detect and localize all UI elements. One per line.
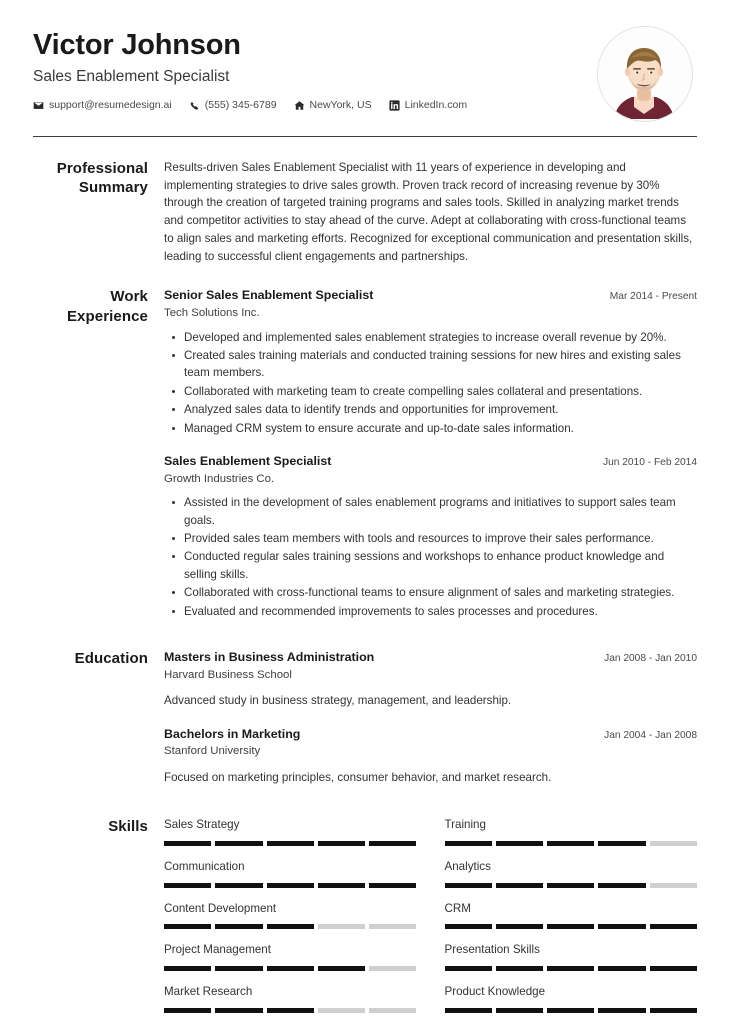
- entry-head: [164, 649, 697, 666]
- entry-title: Masters in Business Administration: [164, 650, 375, 665]
- skill-name: Training: [444, 818, 486, 832]
- skill-level-segment: [598, 966, 645, 971]
- skill-level-segment: [650, 841, 697, 846]
- skill-name: Content Development: [164, 901, 277, 915]
- skill-item: [445, 984, 698, 1026]
- skill-level-bar: [445, 841, 698, 846]
- skill-level-segment: [318, 1008, 365, 1013]
- skill-level-bar: [164, 1008, 417, 1013]
- section-label-experience: Work Experience: [66, 288, 148, 325]
- list-item: Evaluated and recommended improvements to sales processes and procedures.: [184, 603, 697, 620]
- entry-organization: Tech Solutions Inc.: [164, 307, 260, 320]
- entry-date: Jan 2008 - Jan 2010: [604, 653, 697, 665]
- skill-level-segment: [164, 1008, 211, 1013]
- header-text-block: [33, 26, 597, 111]
- entry-title: Bachelors in Marketing: [164, 726, 301, 741]
- entry-bullets: [164, 329, 697, 437]
- skill-level-segment: [369, 883, 416, 888]
- section-professional-summary: [33, 159, 697, 265]
- skill-item: [445, 817, 698, 859]
- header-divider: [33, 136, 697, 137]
- skill-level-bar: [164, 966, 417, 971]
- entry-head: [164, 453, 697, 470]
- skill-item: [164, 859, 417, 901]
- profile-photo: [598, 27, 690, 119]
- contact-email[interactable]: [33, 99, 172, 111]
- education-entry: [164, 649, 697, 710]
- skill-level-bar: [445, 1008, 698, 1013]
- skill-level-segment: [164, 966, 211, 971]
- skill-level-segment: [215, 883, 262, 888]
- skill-level-segment: [650, 966, 697, 971]
- skill-level-segment: [267, 1008, 314, 1013]
- list-item: Conducted regular sales training sessions and workshops to enhance product knowledge and selling skills.: [184, 548, 697, 583]
- contact-phone[interactable]: [189, 99, 277, 111]
- contact-linkedin-text: LinkedIn.com: [404, 99, 468, 112]
- entry-bullets: [164, 494, 697, 620]
- skill-level-segment: [598, 883, 645, 888]
- skill-level-segment: [496, 924, 543, 929]
- contact-email-text: support@resumedesign.ai: [49, 99, 172, 112]
- skill-level-segment: [650, 924, 697, 929]
- skill-name: Market Research: [164, 984, 253, 998]
- skill-level-bar: [445, 966, 698, 971]
- list-item: Analyzed sales data to identify trends and opportunities for improvement.: [184, 401, 697, 418]
- skill-level-segment: [164, 841, 211, 846]
- skill-level-segment: [318, 883, 365, 888]
- list-item: Managed CRM system to ensure accurate and up-to-date sales information.: [184, 420, 697, 437]
- entry-date: Jun 2010 - Feb 2014: [602, 457, 697, 469]
- list-item: Developed and implemented sales enablement strategies to increase overall revenue by 20%.: [184, 329, 697, 346]
- envelope-icon: [33, 100, 44, 111]
- skill-level-segment: [496, 883, 543, 888]
- skills-grid: [164, 817, 697, 1025]
- contact-location-text: NewYork, US: [309, 99, 372, 112]
- contact-row: [33, 99, 597, 111]
- skill-level-segment: [369, 924, 416, 929]
- avatar: [597, 26, 693, 122]
- entry-title: Sales Enablement Specialist: [164, 454, 332, 469]
- entry-date: Jan 2004 - Jan 2008: [604, 729, 697, 741]
- skill-level-segment: [215, 924, 262, 929]
- skill-level-segment: [267, 966, 314, 971]
- skill-level-segment: [445, 883, 492, 888]
- skill-level-segment: [598, 924, 645, 929]
- skill-level-segment: [445, 841, 492, 846]
- experience-entry: [164, 453, 697, 620]
- skill-item: [445, 859, 698, 901]
- skill-level-segment: [496, 966, 543, 971]
- list-item: Created sales training materials and conducted training sessions for new hires and existing sales team members.: [184, 347, 697, 382]
- entry-description: Focused on marketing principles, consumer behavior, and market research.: [164, 770, 552, 784]
- skill-level-segment: [369, 966, 416, 971]
- skill-name: Sales Strategy: [164, 818, 240, 832]
- skill-level-bar: [164, 841, 417, 846]
- summary-text: Results-driven Sales Enablement Specialist with 11 years of experience in developing and implementing strategies to drive sales growth. Proven track record of increasing revenue by 30% through the creation of targeted training programs and sales tools. Skilled in analyzing market trends and competitor activities to stay ahead of the curve. Adept at collaborating with cross-functional teams to align sales and marketing efforts. Recognized for exceptional communication and presentation skills, leading to successful client engagements and partnerships.: [164, 161, 693, 263]
- skill-item: [445, 901, 698, 943]
- skill-level-segment: [215, 841, 262, 846]
- skill-name: CRM: [444, 901, 471, 915]
- skill-level-segment: [318, 924, 365, 929]
- skill-name: Communication: [164, 859, 245, 873]
- skill-level-segment: [445, 966, 492, 971]
- skill-level-segment: [547, 966, 594, 971]
- entry-title: Senior Sales Enablement Specialist: [164, 288, 374, 303]
- education-body: [164, 649, 697, 788]
- skill-name: Project Management: [164, 943, 271, 957]
- phone-icon: [189, 100, 200, 111]
- skill-level-segment: [318, 841, 365, 846]
- contact-location[interactable]: [294, 99, 372, 111]
- section-work-experience: [33, 287, 697, 622]
- skill-level-segment: [547, 841, 594, 846]
- skill-level-segment: [267, 841, 314, 846]
- skill-level-segment: [369, 1008, 416, 1013]
- section-label-education: Education: [74, 650, 148, 668]
- section-label-skills: Skills: [108, 818, 148, 836]
- page-title: Victor Johnson: [33, 29, 241, 61]
- entry-description: Advanced study in business strategy, management, and leadership.: [164, 694, 512, 708]
- contact-phone-text: (555) 345-6789: [204, 99, 277, 112]
- skill-level-segment: [215, 1008, 262, 1013]
- section-education: [33, 649, 697, 788]
- job-title: Sales Enablement Specialist: [33, 67, 230, 85]
- experience-entry: [164, 287, 697, 437]
- resume-header: [33, 26, 697, 122]
- education-entry: [164, 726, 697, 787]
- experience-body: [164, 287, 697, 622]
- section-label-summary: Professional Summary: [56, 160, 148, 197]
- skill-name: Presentation Skills: [444, 943, 540, 957]
- list-item: Provided sales team members with tools and resources to improve their sales performance.: [184, 530, 697, 547]
- entry-head: [164, 287, 697, 304]
- skill-level-segment: [267, 924, 314, 929]
- skill-item: [164, 984, 417, 1026]
- skill-level-segment: [369, 841, 416, 846]
- skill-level-segment: [547, 883, 594, 888]
- list-item: Collaborated with marketing team to create compelling sales collateral and presentations.: [184, 383, 697, 400]
- skill-level-bar: [445, 883, 698, 888]
- skill-level-segment: [496, 841, 543, 846]
- entry-organization: Harvard Business School: [164, 668, 292, 681]
- skill-level-segment: [267, 883, 314, 888]
- skill-level-segment: [164, 924, 211, 929]
- skill-level-bar: [445, 924, 698, 929]
- entry-head: [164, 726, 697, 743]
- skill-level-segment: [547, 1008, 594, 1013]
- list-item: Collaborated with cross-functional teams to ensure alignment of sales and marketing strategies.: [184, 584, 697, 601]
- skill-item: [164, 817, 417, 859]
- summary-body: [164, 159, 697, 265]
- skill-item: [164, 942, 417, 984]
- entry-date: Mar 2014 - Present: [609, 291, 697, 303]
- skill-level-segment: [164, 883, 211, 888]
- skill-name: Analytics: [444, 859, 491, 873]
- entry-organization: Stanford University: [164, 745, 261, 758]
- home-icon: [294, 100, 305, 111]
- list-item: Assisted in the development of sales enablement programs and initiatives to support sales team goals.: [184, 494, 697, 529]
- skill-item: [445, 942, 698, 984]
- skill-level-segment: [650, 1008, 697, 1013]
- skill-level-bar: [164, 924, 417, 929]
- skill-name: Product Knowledge: [444, 984, 546, 998]
- skill-level-segment: [215, 966, 262, 971]
- skill-item: [164, 901, 417, 943]
- skill-level-segment: [650, 883, 697, 888]
- skill-level-segment: [318, 966, 365, 971]
- skill-level-segment: [598, 841, 645, 846]
- skill-level-segment: [598, 1008, 645, 1013]
- skill-level-segment: [445, 924, 492, 929]
- contact-linkedin[interactable]: [389, 99, 467, 111]
- skill-level-segment: [496, 1008, 543, 1013]
- entry-organization: Growth Industries Co.: [164, 472, 275, 485]
- skills-body: [164, 817, 697, 1025]
- linkedin-icon: [389, 100, 400, 111]
- section-skills: [33, 817, 697, 1025]
- skill-level-bar: [164, 883, 417, 888]
- skill-level-segment: [445, 1008, 492, 1013]
- skill-level-segment: [547, 924, 594, 929]
